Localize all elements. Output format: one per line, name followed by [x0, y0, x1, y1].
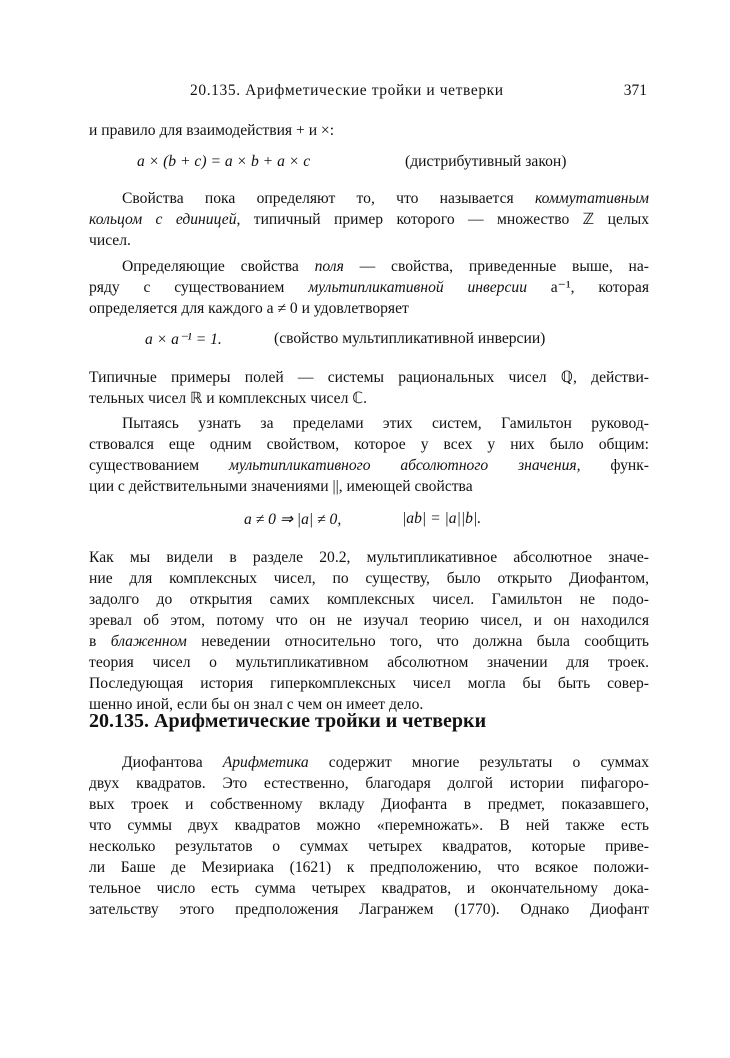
- text-span: ряду с существованием: [89, 279, 309, 296]
- text-span: — свойства, приведенные выше, на-: [343, 258, 649, 275]
- text-line: Последующая история гиперкомплексных чисел могла бы быть совер-: [89, 675, 649, 692]
- formula-distributive: a × (b + c) = a × b + a × c: [137, 153, 311, 170]
- text-line: [122, 257, 649, 277]
- text-line: несколько результатов о суммах четырех квадратов, которые приве-: [89, 838, 649, 855]
- text-span: неведении относительно того, что должна была сообщить: [186, 633, 650, 650]
- text-line: и правило для взаимодействия + и ×:: [89, 122, 335, 139]
- emphasis-term: блаженном: [110, 633, 187, 650]
- formula-distributive-label: (дистрибутивный закон): [405, 153, 567, 170]
- text-line: двух квадратов. Это естественно, благодаря долгой истории пифагоро-: [89, 775, 649, 792]
- emphasis-term: Арифметика: [222, 754, 309, 771]
- text-line: [122, 753, 649, 773]
- text-line: ли Баше де Мезириака (1621) к предположению, что всякое положи-: [89, 859, 649, 876]
- emphasis-term: мультипликативной инверсии: [308, 279, 527, 296]
- formula-inverse: a × a⁻¹ = 1.: [145, 331, 222, 348]
- text-span: Диофантова: [122, 754, 223, 771]
- text-line: вых троек и собственному вкладу Диофанта в предмет, показавшего,: [89, 796, 649, 813]
- text-line: зательству этого предположения Лагранжем (1770). Однако Диофант: [89, 901, 649, 918]
- text-line: задолго до открытия самих комплексных чисел. Гамильтон не подо-: [89, 591, 649, 608]
- text-line: ции с действительными значениями ||, имеющей свойства: [89, 478, 473, 495]
- text-line: Как мы видели в разделе 20.2, мультипликативное абсолютное значе-: [89, 549, 649, 566]
- emphasis-term: кольцом с единицей,: [89, 211, 241, 228]
- text-line: [89, 456, 649, 476]
- text-line: зревал об этом, потому что он не изучал теорию чисел, и он находился: [89, 612, 649, 629]
- text-span: Определяющие свойства: [122, 258, 315, 275]
- emphasis-term: коммутативным: [534, 190, 649, 207]
- running-title: 20.135. Арифметические тройки и четверки: [190, 82, 504, 99]
- emphasis-term: мультипликативного абсолютного значения,: [229, 457, 581, 474]
- text-line: [89, 632, 649, 652]
- text-line: тельное число есть сумма четырех квадратов, и окончательному дока-: [89, 880, 649, 897]
- section-heading: 20.135. Арифметические тройки и четверки: [89, 710, 487, 732]
- running-head: [89, 82, 649, 104]
- text-line: [89, 278, 649, 298]
- text-line: тельных чисел ℝ и комплексных чисел ℂ.: [89, 390, 368, 407]
- text-line: шенно иной, если бы он знал с чем он имеет дело.: [89, 696, 424, 713]
- text-span: Свойства пока определяют то, что называется: [122, 190, 535, 207]
- text-span: существованием: [89, 457, 230, 474]
- text-line: [89, 210, 649, 230]
- text-line: чисел.: [89, 232, 131, 249]
- text-line: ствовался еще одним свойством, которое у всех у них было общим:: [89, 436, 649, 453]
- text-line: [122, 189, 649, 209]
- formula-multiplicative: |ab| = |a||b|.: [402, 510, 482, 527]
- text-span: a⁻¹, которая: [527, 279, 649, 296]
- text-span: функ-: [580, 457, 649, 474]
- text-span: содержит многие результаты о суммах: [308, 754, 649, 771]
- formula-inverse-label: (свойство мультипликативной инверсии): [274, 330, 546, 347]
- text-span: в: [89, 633, 111, 650]
- formula-absolute-value: a ≠ 0 ⇒ |a| ≠ 0,: [244, 511, 342, 528]
- text-line: Типичные примеры полей — системы рациональных чисел ℚ, действи-: [89, 369, 649, 386]
- text-line: ние для комплексных чисел, по существу, было открыто Диофантом,: [89, 570, 649, 587]
- text-line: Пытаясь узнать за пределами этих систем, Гамильтон руковод-: [122, 415, 649, 432]
- text-line: теория чисел о мультипликативном абсолютном значении для троек.: [89, 654, 649, 671]
- page-number: 371: [623, 82, 647, 99]
- text-line: что суммы двух квадратов можно «перемножать». В ней также есть: [89, 817, 649, 834]
- emphasis-term: поля: [314, 258, 344, 275]
- text-line: определяется для каждого a ≠ 0 и удовлетворяет: [89, 300, 409, 317]
- text-span: типичный пример которого — множество ℤ целых: [240, 211, 649, 228]
